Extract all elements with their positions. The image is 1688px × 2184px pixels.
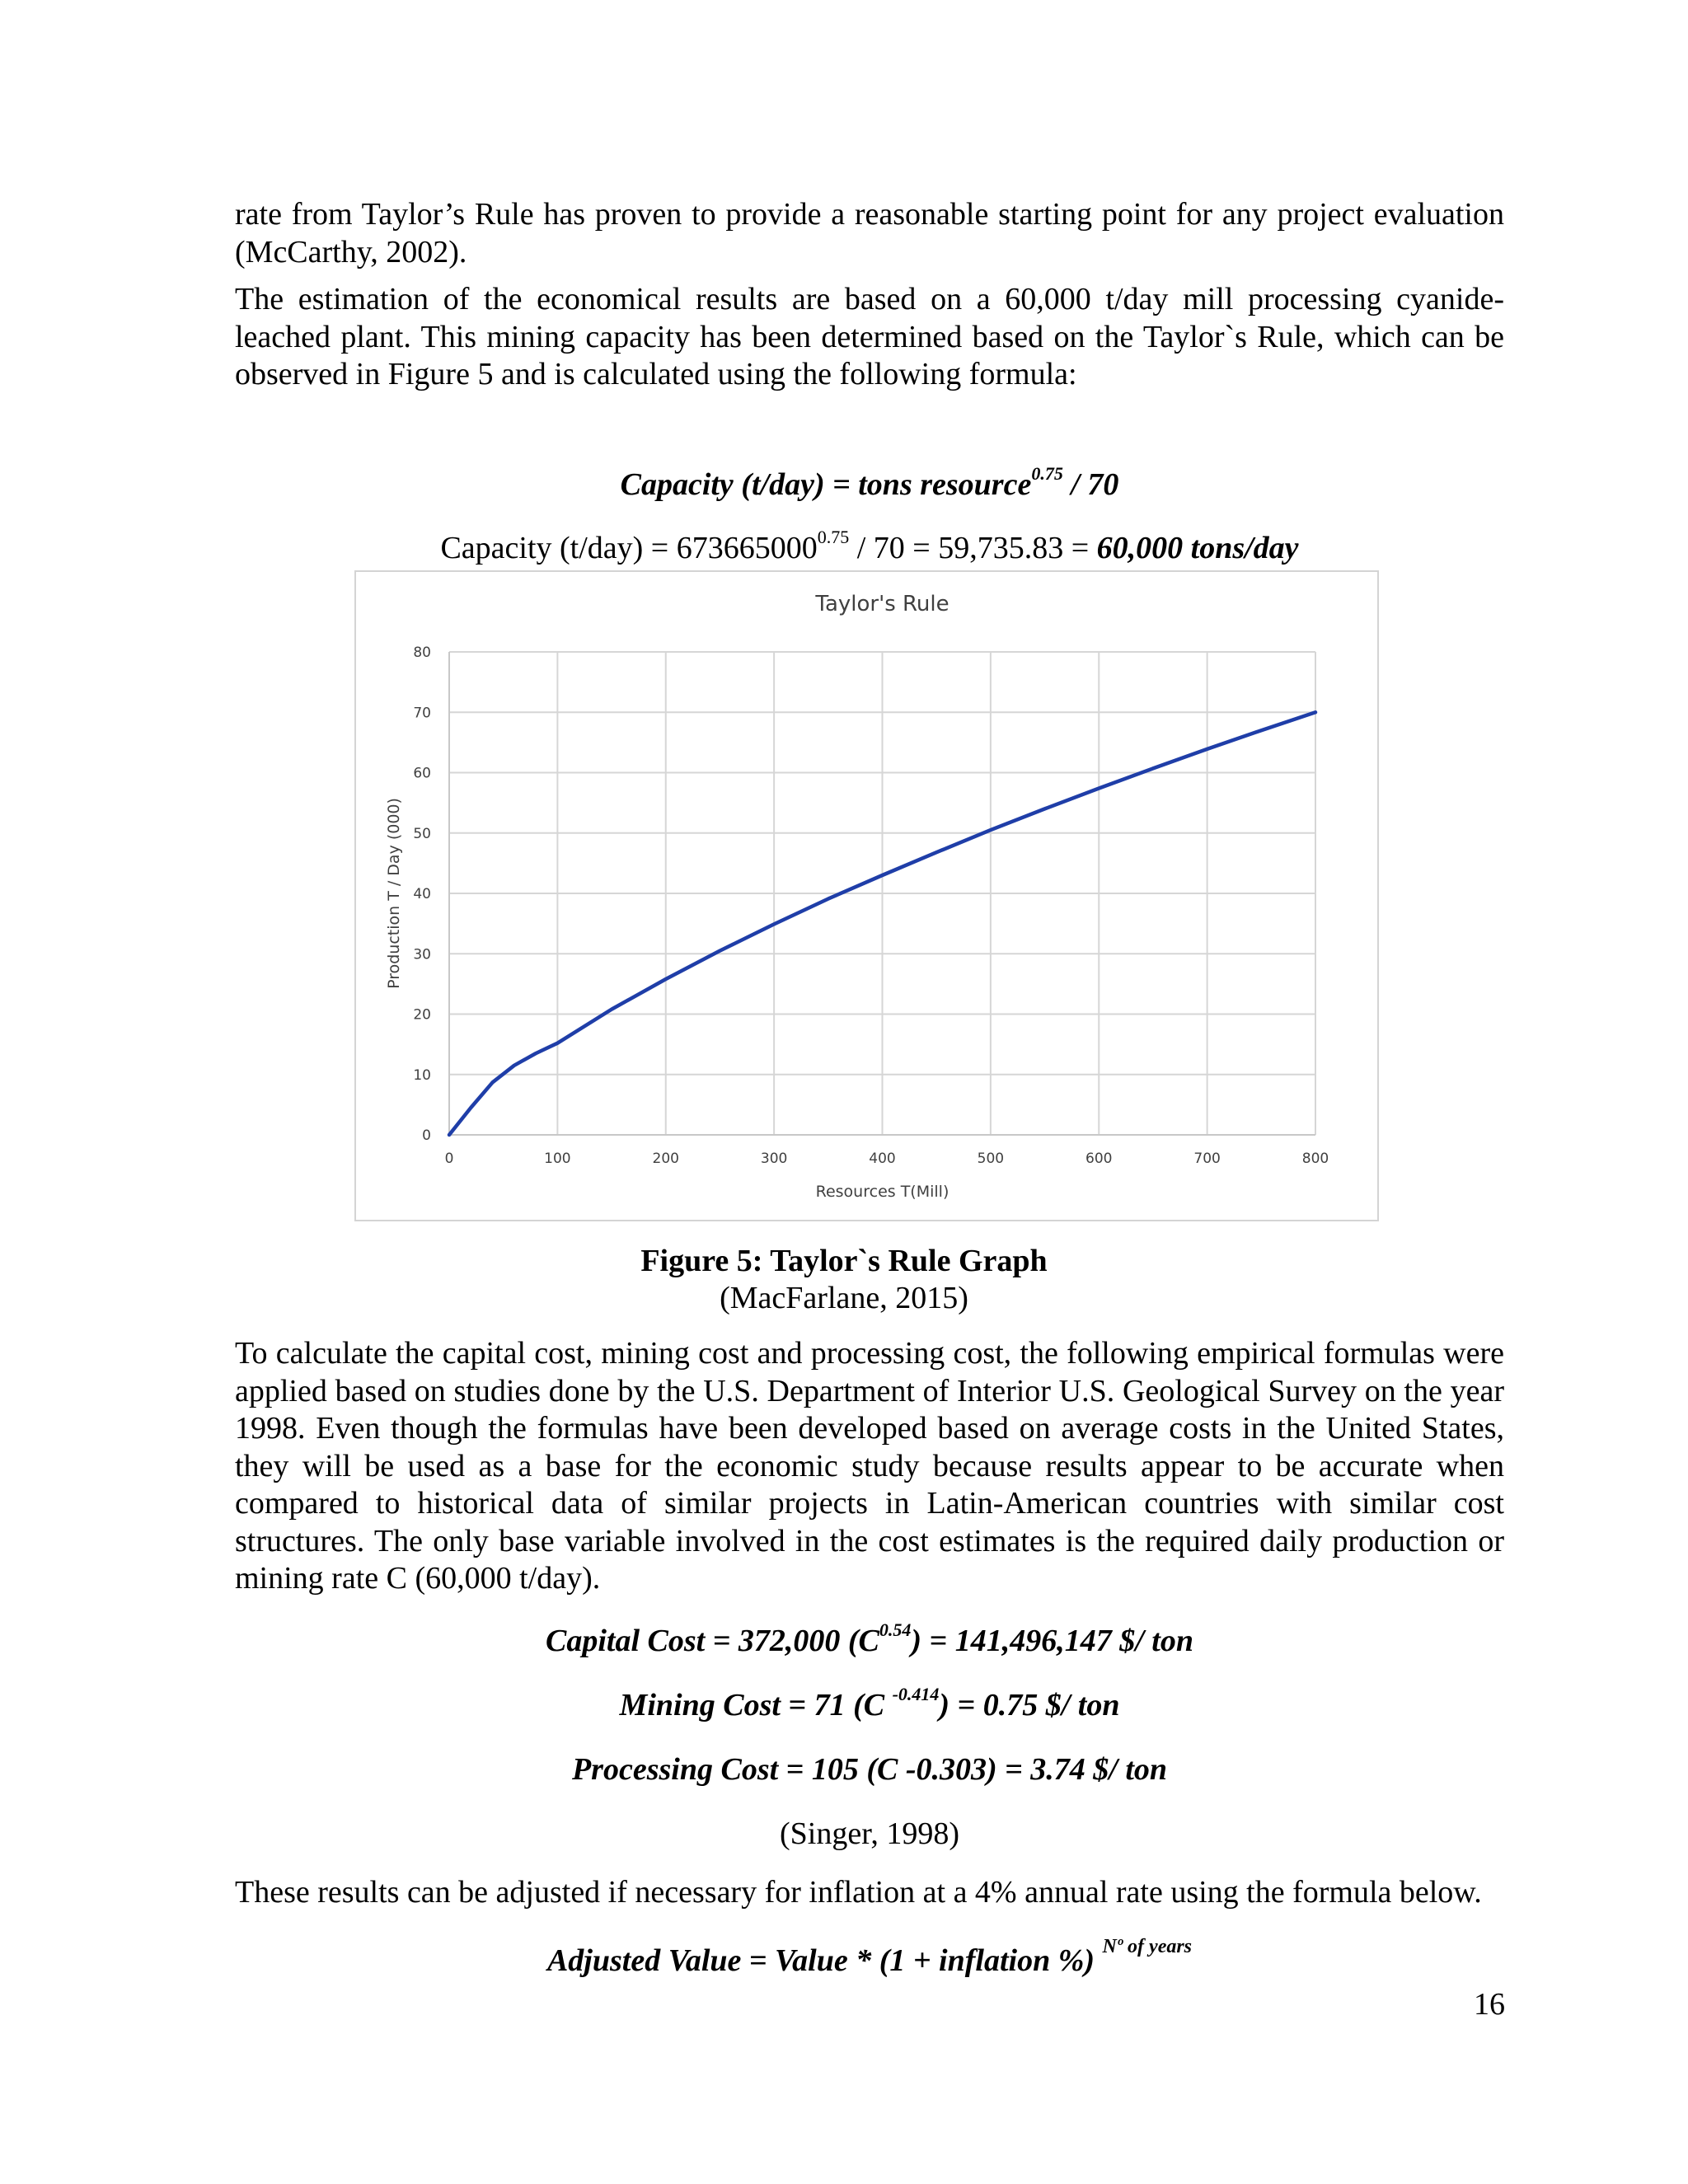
x-tick-label: 700	[1193, 1151, 1221, 1167]
y-tick-label: 40	[413, 886, 431, 902]
page-body-top	[235, 196, 1504, 567]
capacity-formula-left: Capacity (t/day) = tons resource	[620, 466, 1032, 502]
x-tick-label: 0	[444, 1151, 454, 1167]
capacity-calc-result: 60,000 tons/day	[1096, 530, 1299, 565]
y-tick-label: 50	[413, 825, 431, 842]
mining-cost-exponent: -0.414	[892, 1683, 940, 1704]
x-tick-label: 100	[544, 1151, 571, 1167]
capacity-formula	[235, 462, 1504, 504]
capacity-calc-exponent: 0.75	[817, 526, 850, 547]
y-tick-label: 20	[413, 1006, 431, 1024]
paragraph-4: These results can be adjusted if necessary for inflation at a 4% annual rate using the formula below.	[235, 1874, 1482, 1910]
mining-cost-left: Mining Cost = 71 (C	[619, 1687, 893, 1722]
y-tick-label: 0	[422, 1127, 431, 1144]
x-tick-label: 800	[1301, 1151, 1329, 1167]
capital-cost-left: Capital Cost = 372,000 (C	[546, 1623, 879, 1658]
y-axis-label: Production T / Day (000)	[385, 798, 403, 989]
adjusted-value-exponent: Nº of years	[1102, 1935, 1193, 1957]
paragraph-2: The estimation of the economical results are based on a 60,000 t/day mill processing cyanide-leached plant. This mining capacity has been determined based on the Taylor`s Rule, which can be observed in Figure 5 and is calculated using the following formula:	[235, 282, 1504, 391]
y-tick-label: 30	[413, 946, 431, 963]
adjusted-value-left: Adjusted Value = Value * (1 + inflation %)	[546, 1943, 1103, 1978]
capital-cost-exponent: 0.54	[879, 1619, 912, 1640]
figure-caption	[0, 1243, 1688, 1317]
chart-svg	[356, 572, 1377, 1220]
y-tick-label: 10	[413, 1066, 431, 1084]
capacity-formula-exponent: 0.75	[1031, 462, 1063, 484]
x-axis-label: Resources T(Mill)	[815, 1183, 950, 1201]
capacity-calc-middle: / 70 = 59,735.83 =	[849, 530, 1097, 565]
figure-caption-source: (MacFarlane, 2015)	[720, 1281, 968, 1315]
chart-title: Taylor's Rule	[815, 592, 950, 616]
mining-cost-right: ) = 0.75 $/ ton	[939, 1687, 1120, 1722]
page-body-bottom	[235, 1335, 1504, 1980]
adjusted-value-formula	[235, 1935, 1504, 1980]
x-tick-label: 400	[869, 1151, 896, 1167]
capacity-calc-left: Capacity (t/day) = 673665000	[440, 530, 818, 565]
mining-cost-formula	[235, 1683, 1504, 1724]
capacity-formula-right: / 70	[1062, 466, 1119, 502]
paragraph-3: To calculate the capital cost, mining cost and processing cost, the following empirical formulas were applied based on studies done by the U.S. Department of Interior U.S. Geological Survey on the year 1998. Even though the formulas have been developed based on average costs in the United States, they will be used as a base for the economic study because results appear to be accurate when compared to historical data of similar projects in Latin-American countries with similar cost structures. The only base variable involved in the cost estimates is the required daily production or mining rate C (60,000 t/day).	[235, 1336, 1504, 1596]
y-tick-label: 70	[413, 705, 431, 722]
capital-cost-right: ) = 141,496,147 $/ ton	[911, 1623, 1193, 1658]
capital-cost-formula	[235, 1619, 1504, 1660]
page-number: 16	[1474, 1987, 1505, 2022]
figure-caption-title: Figure 5: Taylor`s Rule Graph	[640, 1244, 1048, 1278]
singer-citation: (Singer, 1998)	[780, 1816, 959, 1851]
capacity-calculation	[235, 526, 1504, 567]
paragraph-1: rate from Taylor’s Rule has proven to provide a reasonable starting point for any project evaluation (McCarthy, 2002).	[235, 197, 1504, 269]
y-tick-label: 60	[413, 765, 431, 782]
taylors-rule-chart	[354, 570, 1379, 1221]
y-tick-label: 80	[413, 644, 431, 661]
x-tick-label: 600	[1085, 1151, 1113, 1167]
processing-cost-formula: Processing Cost = 105 (C -0.303) = 3.74 $/ ton	[571, 1751, 1168, 1787]
cost-formulas	[235, 1619, 1504, 1853]
x-tick-label: 200	[652, 1151, 679, 1167]
x-tick-label: 300	[760, 1151, 788, 1167]
x-tick-label: 500	[977, 1151, 1005, 1167]
